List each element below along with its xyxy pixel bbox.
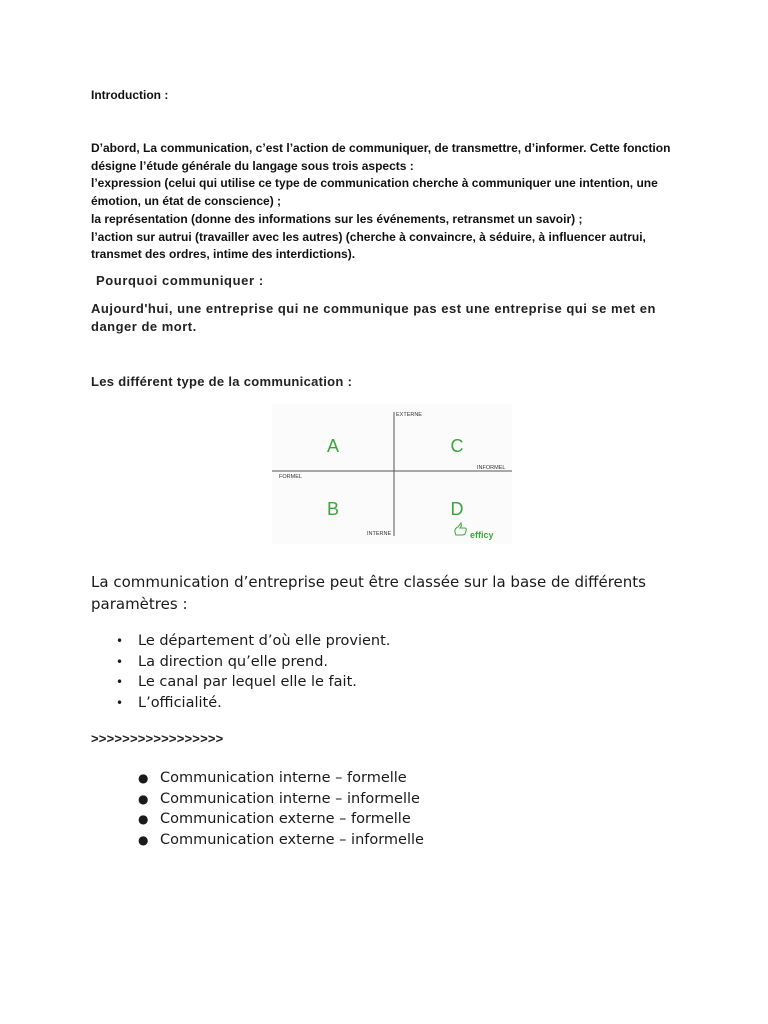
bullet-icon: ●	[138, 791, 149, 806]
axis-label-bottom: INTERNE	[367, 531, 392, 537]
intro-paragraph: D’abord, La communication, c’est l’action de communiquer, de transmettre, d’informer. Cette fonction désigne l’étude générale du langage sous trois aspects :	[91, 141, 671, 173]
quadrant-label-d: D	[450, 499, 464, 519]
list-item	[116, 652, 390, 673]
quadrant-label-c: C	[450, 436, 464, 456]
bullet-icon: ●	[138, 832, 149, 847]
arrow-separator: >>>>>>>>>>>>>>>>>	[91, 731, 224, 746]
quadrant-label-a: A	[326, 436, 340, 456]
list-item	[138, 789, 424, 810]
intro-heading: Introduction :	[91, 88, 169, 102]
efficy-logo-icon	[455, 523, 494, 540]
communication-matrix-figure	[272, 404, 512, 544]
why-heading: Pourquoi communiquer :	[96, 273, 264, 288]
why-body: Aujourd'hui, une entreprise qui ne communique pas est une entreprise qui se met en danger de mort.	[91, 301, 656, 334]
list-item-text: Communication externe – informelle	[160, 831, 424, 848]
classification-lead: La communication d’entreprise peut être classée sur la base de différents paramètres :	[91, 573, 646, 613]
list-item-text: Communication externe – formelle	[160, 811, 411, 828]
list-item	[116, 672, 390, 693]
intro-paragraph: l’action sur autrui (travailler avec les autres) (cherche à convaincre, à séduire, à influencer autrui, transmet des ordres, intime des interdictions).	[91, 229, 646, 262]
list-item-text: Communication interne – formelle	[160, 770, 407, 786]
bullet-icon: ●	[138, 812, 149, 827]
quadrant-label-b: B	[326, 499, 340, 519]
list-item-text: Le département d’où elle provient.	[138, 633, 391, 649]
axis-label-left: FORMEL	[279, 474, 302, 480]
combinations-list	[138, 768, 424, 850]
list-item	[138, 768, 424, 789]
bullet-icon: •	[116, 654, 124, 669]
matrix-svg	[272, 404, 512, 544]
list-item-text: La direction qu’elle prend.	[138, 653, 329, 670]
intro-body	[91, 140, 681, 264]
list-item	[138, 830, 424, 851]
list-item	[116, 631, 391, 652]
list-item	[138, 809, 424, 830]
axis-label-top: EXTERNE	[396, 412, 422, 418]
intro-paragraph: la représentation (donne des informations sur les événements, retransmet un savoir) ;	[91, 211, 583, 226]
intro-paragraph: l’expression (celui qui utilise ce type de communication cherche à communiquer une intention, une émotion, un état de conscience) ;	[91, 176, 658, 209]
axis-label-right: INFORMEL	[477, 465, 506, 471]
list-item-text: L’officialité.	[138, 694, 222, 711]
bullet-icon: •	[116, 675, 124, 690]
types-heading: Les différent type de la communication :	[91, 374, 353, 389]
bullet-icon: ●	[138, 771, 149, 785]
list-item-text: Le canal par lequel elle le fait.	[138, 674, 357, 691]
list-item	[116, 693, 390, 714]
efficy-logo-text: efficy	[470, 530, 494, 540]
bullet-icon: •	[116, 695, 124, 710]
bullet-icon: •	[116, 634, 124, 648]
list-item-text: Communication interne – informelle	[160, 790, 420, 807]
classification-list	[116, 631, 391, 713]
